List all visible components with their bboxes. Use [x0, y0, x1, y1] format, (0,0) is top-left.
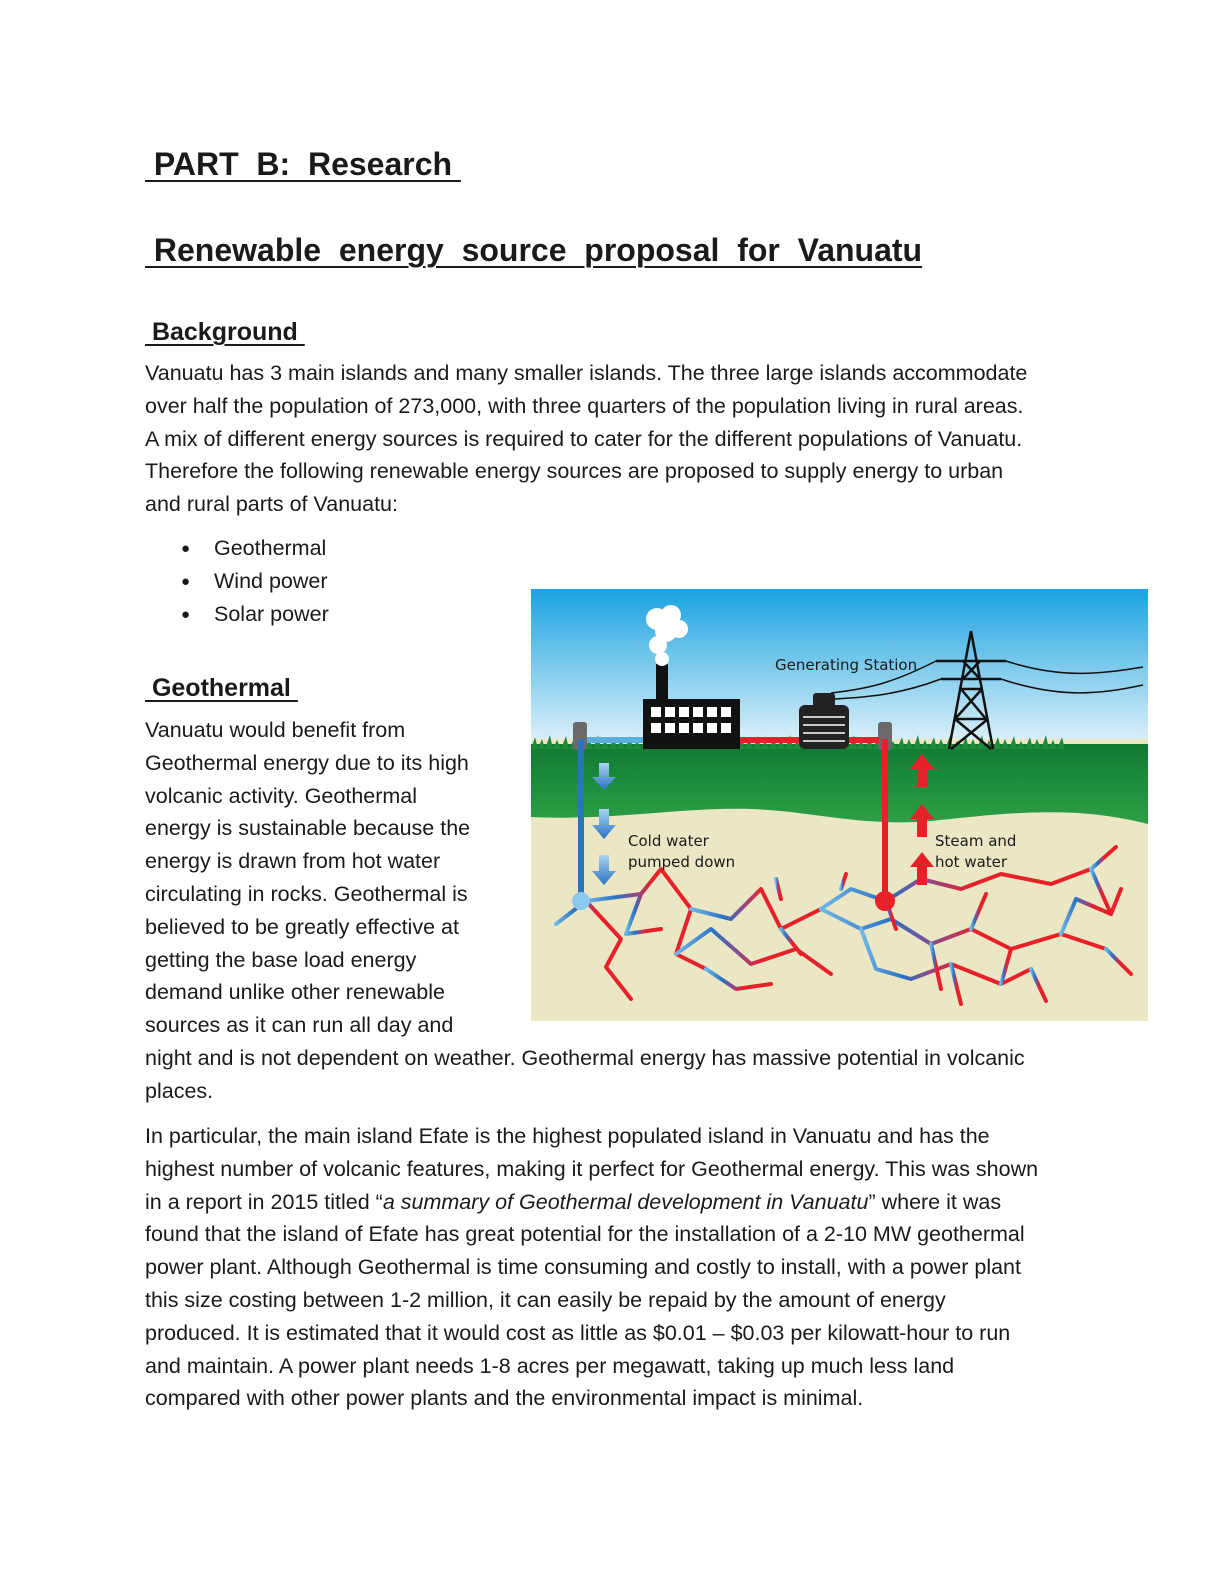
- background-paragraph: Vanuatu has 3 main islands and many smaller islands. The three large islands accommodate over half the population of 273,000, with three quarters of the population living in rural areas. A mix of different energy sources is required to cater for the different populations of Vanuatu. Therefore the following renewable energy sources are proposed to supply energy to urban and rural parts of Vanuatu:: [145, 361, 1028, 517]
- list-item: ● Solar power: [145, 598, 329, 631]
- generating-station-label: Generating Station: [775, 656, 918, 674]
- geothermal-wrapped-paragraph: Vanuatu would benefit from Geothermal energy due to its high volcanic activity. Geothermal energy is sustainable because the energy is drawn from hot water circulating in rocks. Geothermal is believed to be greatly effective at getting the base load energy demand unlike other renewable sources as it can run all day and: [145, 718, 471, 1038]
- steam-label-line2: hot water: [935, 853, 1008, 871]
- efate-text-start: In particular, the main island Efate is the highest populated island in Vanuatu and has the highest number of volcanic features, making it perfect for Geothermal energy. This was shown in a report in 2015 titled “: [145, 1124, 1039, 1214]
- page-title: Renewable energy source proposal for Vanuatu: [145, 232, 923, 268]
- report-title: a summary of Geothermal development in Vanuatu: [382, 1189, 869, 1214]
- cold-water-label-line2: pumped down: [628, 853, 736, 871]
- part-heading: PART B: Research: [145, 146, 461, 182]
- efate-paragraph: [145, 1120, 1038, 1415]
- efate-text-end: ” where it was found that the island of Efate has great potential for the installation of a 2-10 MW geothermal power plant. Although Geothermal is time consuming and costly to install, with a power plant this size costing between 1-2 million, it can easily be repaid by the amount of energy produced. It is estimated that it would cost as little as $0.01 – $0.03 per kilowatt-hour to run and maintain. A power plant needs 1-8 acres per megawatt, taking up much less land compared with other power plants and the environmental impact is minimal.: [145, 1189, 1025, 1411]
- steam-label-line1: Steam and: [935, 832, 1017, 850]
- cold-water-label-line1: Cold water: [628, 832, 709, 850]
- list-item: ● Wind power: [145, 565, 329, 598]
- geothermal-heading: Geothermal: [145, 674, 298, 702]
- geothermal-diagram: [531, 589, 1148, 1021]
- geothermal-continued-paragraph: night and is not dependent on weather. Geothermal energy has massive potential in volcanic places.: [145, 1046, 1025, 1103]
- energy-source-list: [145, 532, 329, 631]
- background-heading: Background: [145, 318, 305, 346]
- list-item: ● Geothermal: [145, 532, 329, 565]
- grass-layer: [531, 744, 1148, 824]
